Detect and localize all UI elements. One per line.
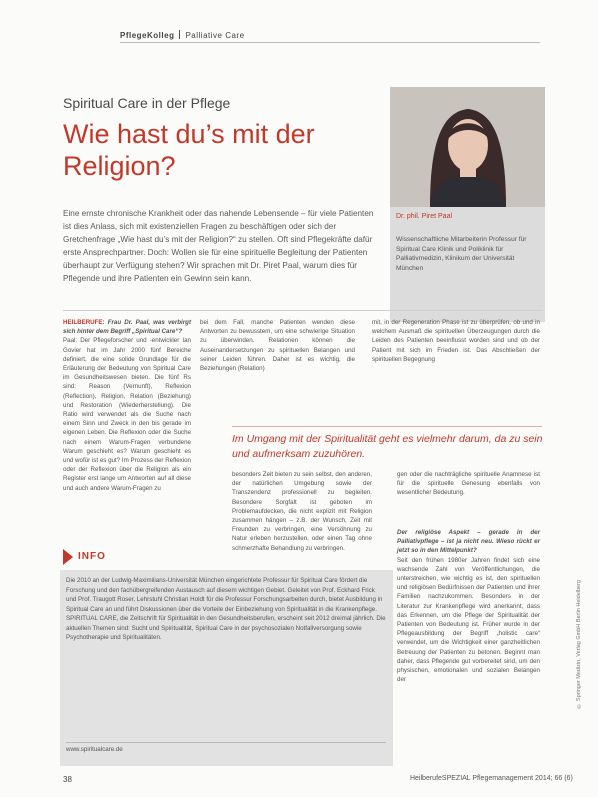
answer-1: Paal: Der Pflegeforscher und -entwickler Ian Govier hat im Jahr 2000 fünf Bereiche definiert, die eine solide Grundlage für die Erläuterung der Bedeutung von Spiritual Care im Gesundheitswesen bieten. Die fünf Rs sind: Reason (Vernunft), Reflexion (Reflection), Religion, Relation (Beziehung) und Restoration (Wiederherstellung). Die Ratio wird verwendet als die Suche nach einem Sinn und Zweck in den bis gerade im eigenen Leben. Die Reflexion oder die Suche nach einem Warum-Fragen verbundene Warum geschieht es? Warum geschieht es und wofür ist es gut? Im Prozess der Reflexion oder der Reflexion über die Religion als ein Register erst lange um Antworten auf all diese und auch andere Warum-Fragen zu [63, 337, 191, 492]
question-2: Der religiöse Aspekt – gerade in der Palliativpflege – ist ja nicht neu. Wieso rückt er jetzt so in den Mittelpunkt? [397, 529, 540, 555]
info-box [60, 570, 393, 766]
body-column-2: bei dem Fall, manche Patienten wenden diese Antworten zu bewusstem, um eine schwierige Situation zu überwinden. Relationen können die Auseinandersetzungen zu spirituellen Belangen und seiner Leiden führen. Daher ist es wichtig, die Beziehungen (Relation) [200, 319, 355, 373]
portrait-caption [390, 207, 545, 322]
side-credit [576, 580, 586, 750]
section-header [120, 30, 245, 40]
article-title: Wie hast du’s mit der Religion? [63, 119, 315, 181]
info-label: INFO [78, 551, 106, 562]
body-column-1 [63, 318, 191, 493]
body-column-3-continued: gen oder die nachträgliche spirituelle Anamnese ist für die spirituelle Genesung ebenfalls von wesentlicher Bedeutung. [397, 471, 540, 497]
interviewer-lead: HEILBERUFE: [63, 319, 105, 326]
header-brand: PflegeKolleg [120, 31, 175, 40]
portrait-photo [390, 87, 545, 207]
side-credit-text: © Springer Medizin, Verlag GmbH Berlin Heidelberg [576, 580, 582, 709]
pull-quote-rule [232, 426, 542, 427]
header-divider [179, 30, 180, 39]
publication-line: HeilberufeSPEZIAL Pflegemanagement 2014; 66 (6) [410, 775, 573, 782]
body-column-3-question [397, 528, 540, 684]
info-url: www.spiritualcare.de [66, 746, 123, 753]
portrait-name: Dr. phil. Piret Paal [396, 213, 453, 220]
body-column-2-continued: besonders Zeit bieten zu sein selbst, den anderen, der natürlichen Umgebung sowie der Transzendenz professionell zu begleiten. Besondere Sorgfalt ist geboten im Problemaufdecken, die nicht explizit mit Religion zusammen hängen – z.B. der Wunsch, Zeit mit Freunden zu verbringen, eine Versöhnung zu Natur erleben herzustellen, oder einen Tag ohne schmerzhafte Behandlung zu verbringen. [232, 471, 372, 552]
info-divider [66, 742, 386, 743]
header-rule [120, 42, 540, 43]
article-intro: Eine ernste chronische Krankheit oder das nahende Lebensende – für viele Patienten ist dies Anlass, sich mit existenziellen Fragen zu beschäftigen oder sich der Gretchenfrage „Wie hast du’s mit der Religion?“ zu stellen. Oft sind Pflegekräfte dafür erste Ansprechpartner. Doch: Wollen sie für eine spirituelle Begleitung der Patienten überhaupt zur Verfügung stehen? Wir sprachen mit Dr. Piret Paal, warum dies für Pflegende und ihre Patienten ein Gewinn sein kann. [63, 209, 374, 283]
header-section: Palliative Care [185, 31, 245, 40]
section-rule [63, 310, 543, 311]
info-text: Die 2010 an der Ludwig-Maximilians-Universität München eingerichtete Professur für Spiritual Care fördert die Forschung und den fachübergreifenden Austausch auf diesem wichtigen Gebiet. Geleitet von Prof. Eckhard Frick und Prof. Traugott Roser, Lehrstuhl Christian Holdt für die Professur Forschungsarbeiten durch, bietet Ausbildung in Spiritual Care an und führt Diskussionen über die Vorteile der Einbeziehung von Spiritualität in die Krankenpflege. SPIRITUAL CARE, die Zeitschrift für Spiritualität in den Gesundheitsberufen, erscheint seit 2012 dreimal jährlich. Die aktuellen Themen sind: Sucht und Spiritualität, Spiritual Care in der psychosozialen Notfallversorgung sowie Psychotherapie und Spiritualitäten. [66, 577, 386, 641]
article-kicker: Spiritual Care in der Pflege [63, 95, 231, 111]
pull-quote: Im Umgang mit der Spiritualität geht es vielmehr darum, da zu sein und aufmerksam zuzuhören. [232, 433, 543, 460]
portrait-bio: Wissenschaftliche Mitarbeiterin Professur für Spiritual Care Klinik und Poliklinik für Palliativmedizin, Klinikum der Universität München [396, 236, 527, 272]
answer-2: Seit den frühen 1980er Jahren findet sich eine wachsende Zahl von Veröffentlichungen, die unterstreichen, wie wichtig es ist, den spirituellen und religiösen Bedürfnissen der Patienten und ihrer Familien nachzukommen. Besonders in der Literatur zur Krankenpflege wird anerkannt, dass das Erkennen, um die Pflege der Spiritualität der Patienten von Bedeutung ist. Früher wurde in der Pflegeausbildung der Begriff „holistic care“ verwendet, um die Wichtigkeit einer ganzheitlichen Betreuung der Patienten zu betonen. Beginnt man daher, dass Pflegende gut vorbereitet sind, um den physischen, emotionalen und sozialen Belangen der [397, 556, 540, 684]
body-column-3: mit, in der Regeneration Phase ist zu überprüfen, ob und in welchem Ausmaß die spirituellen Überzeugungen durch die Leiden des Patienten beeinflusst worden sind und ob der Patient mit sich im Frieden ist. Das Abschließen der spirituellen Begegnung [372, 319, 540, 363]
info-arrow-icon [63, 549, 73, 565]
page-number: 38 [63, 775, 72, 784]
question-1: Frau Dr. Paal, was verbirgt sich hinter dem Begriff „Spiritual Care“? [63, 319, 191, 336]
